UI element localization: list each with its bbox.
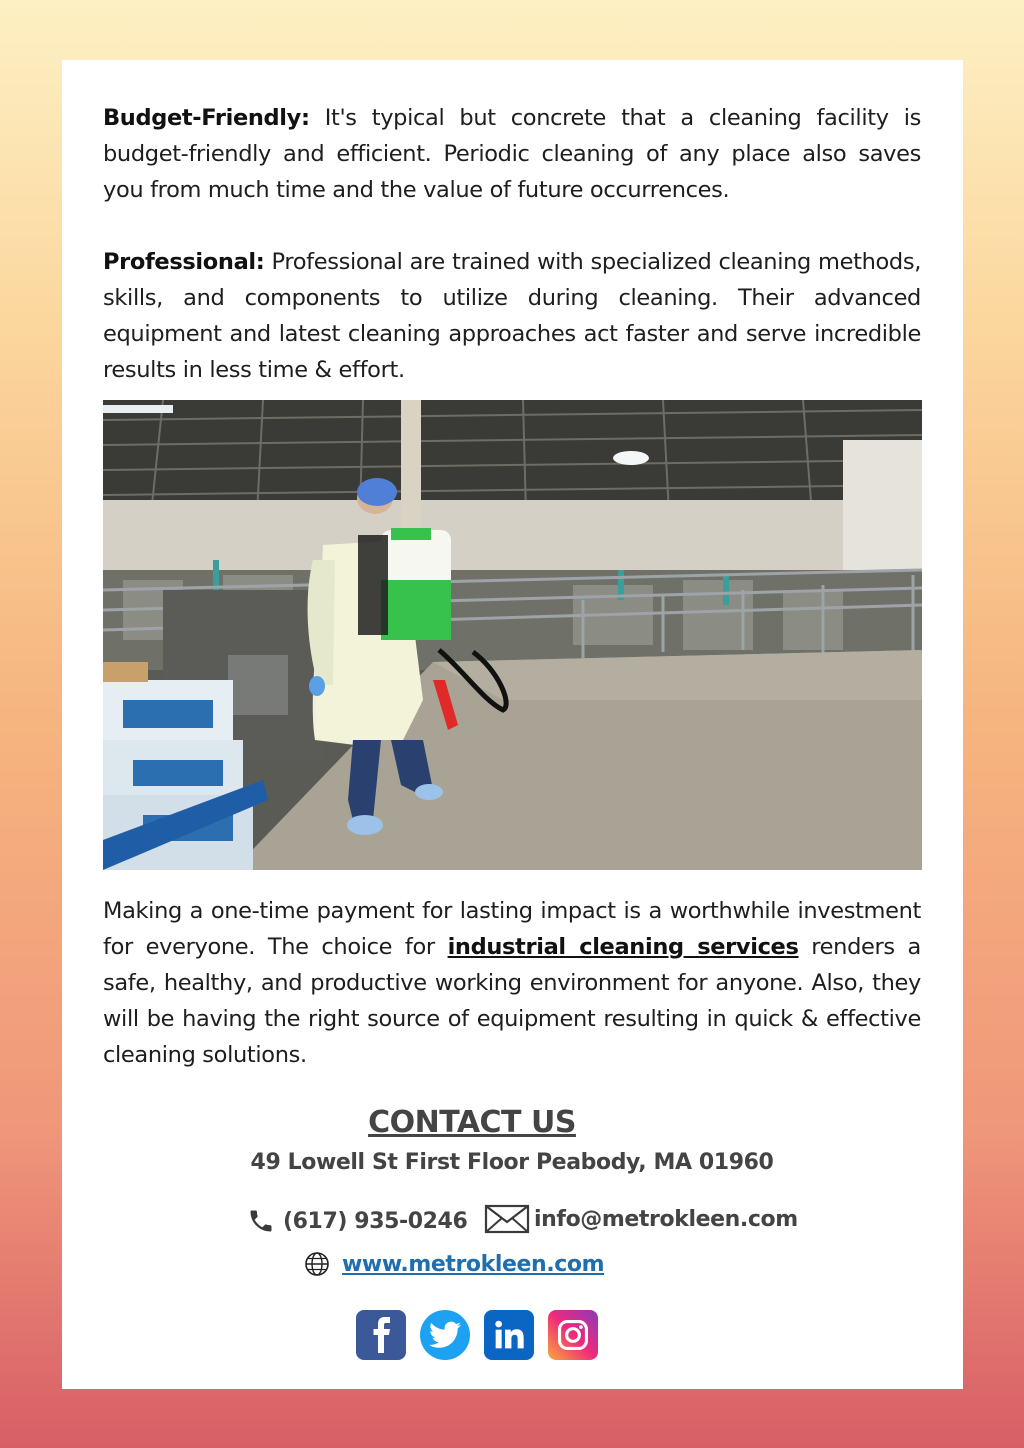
email-contact[interactable] [484,1202,798,1236]
phone-number: (617) 935-0246 [283,1208,468,1234]
professional-heading: Professional: [103,249,265,275]
email-address: info@metrokleen.com [534,1206,798,1232]
phone-icon [247,1207,275,1235]
budget-friendly-text: It's typical but concrete that a cleaning facility is budget-friendly and efficient. Periodic cleaning of any place also saves you from much time and the value of future occurrences. [103,105,921,203]
closing-text-after: renders a safe, healthy, and productive working environment for anyone. Also, they will be having the right source of equipment resulting in quick & effective cleaning solutions. [103,934,921,1068]
contact-us-heading: CONTACT US [368,1105,576,1140]
contact-address: 49 Lowell St First Floor Peabody, MA 01960 [250,1150,774,1175]
industrial-cleaning-services-link[interactable]: industrial cleaning services [447,934,799,960]
closing-text-before: Making a one-time payment for lasting impact is a worthwhile investment for everyone. The choice for [103,898,921,960]
professional-paragraph [103,244,921,388]
envelope-icon [484,1204,530,1234]
budget-friendly-paragraph [103,100,921,208]
instagram-icon[interactable] [548,1310,598,1360]
social-links [356,1310,598,1360]
facebook-icon[interactable] [356,1310,406,1360]
linkedin-icon[interactable] [484,1310,534,1360]
professional-text: Professional are trained with specialized cleaning methods, skills, and components to utilize during cleaning. Their advanced equipment and latest cleaning approaches act faster and serve incredible results in less time & effort. [103,249,921,383]
closing-paragraph [103,893,921,1073]
twitter-icon[interactable] [420,1310,470,1360]
cleaning-worker-photo [103,400,922,870]
globe-icon [304,1251,330,1277]
website-contact [304,1247,604,1281]
website-link[interactable]: www.metrokleen.com [342,1251,605,1277]
document-page [62,60,963,1389]
budget-friendly-heading: Budget-Friendly: [103,105,310,131]
phone-contact[interactable] [247,1204,467,1238]
